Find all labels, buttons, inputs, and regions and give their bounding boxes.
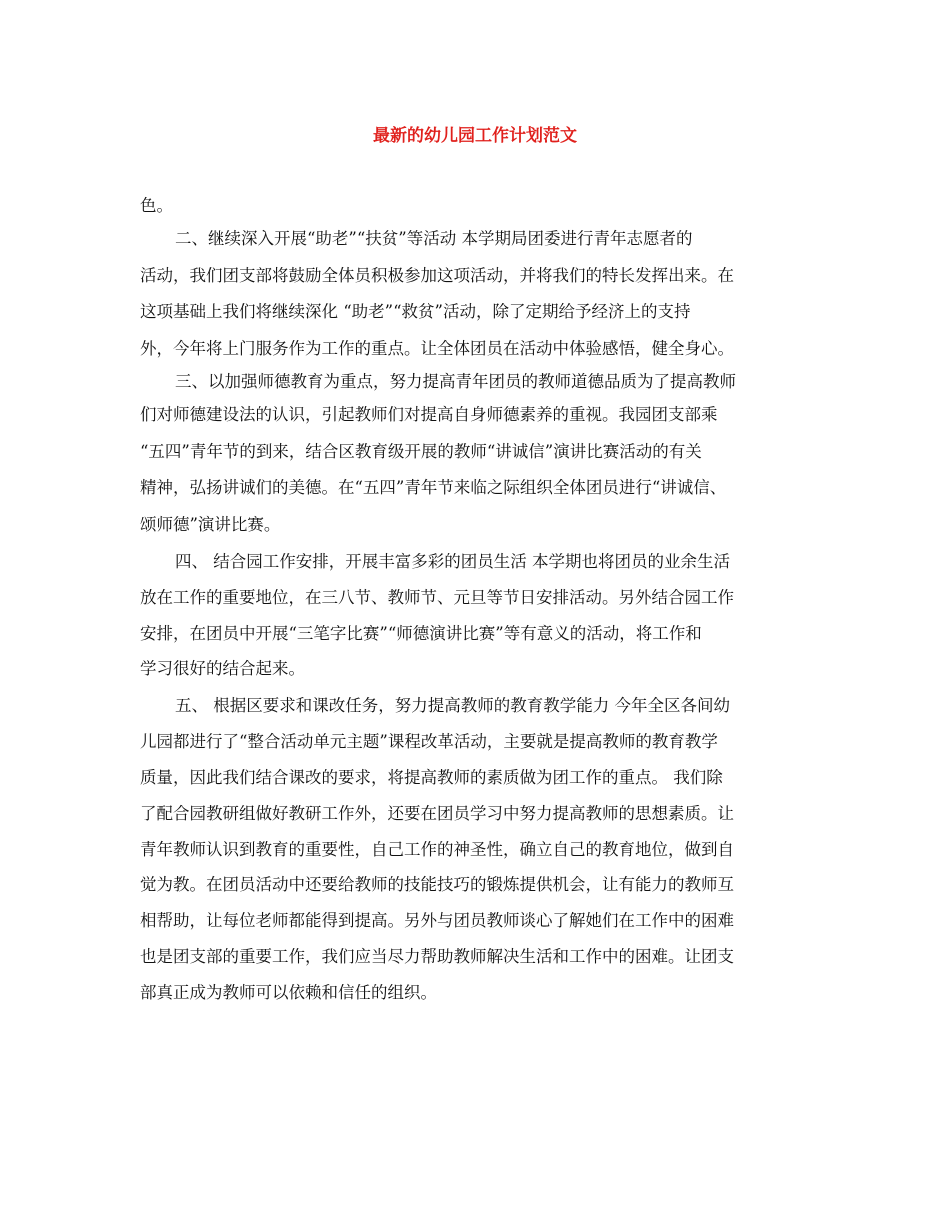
paragraph-line: 青年教师认识到教育的重要性，自己工作的神圣性，确立自己的教育地位，做到自 [140,840,734,859]
paragraph-line: 放在工作的重要地位，在三八节、教师节、元旦等节日安排活动。另外结合园工作 [140,588,734,607]
paragraph-line: 部真正成为教师可以依赖和信任的组织。 [140,983,437,1002]
paragraph-line: 精神，弘扬讲诚们的美德。在“五四”青年节来临之际组织全体团员进行“讲诚信、 [140,478,727,497]
paragraph-line: 颂师德”演讲比赛。 [140,515,281,534]
paragraph-line: 四、 结合园工作安排，开展丰富多彩的团员生活 本学期也将团员的业余生活 [175,552,730,571]
paragraph-line: 安排，在团员中开展“三笔字比赛”“师德演讲比赛”等有意义的活动，将工作和 [140,624,702,643]
paragraph-line: 相帮助，让每位老师都能得到提高。另外与团员教师谈心了解她们在工作中的困难 [140,911,734,930]
paragraph-line: 了配合园教研组做好教研工作外，还要在团员学习中努力提高教师的思想素质。让 [140,804,734,823]
paragraph-line: 二、继续深入开展“助老”“扶贫”等活动 本学期局团委进行青年志愿者的 [175,229,693,248]
paragraph-line: 三、以加强师德教育为重点，努力提高青年团员的教师道德品质为了提高教师 [175,372,736,391]
document-title: 最新的幼儿园工作计划范文 [373,126,577,146]
paragraph-line: 儿园都进行了“整合活动单元主题”课程改革活动，主要就是提高教师的教育教学 [140,732,718,751]
paragraph-line: 觉为教。在团员活动中还要给教师的技能技巧的锻炼提供机会，让有能力的教师互 [140,875,734,894]
paragraph-line: 活动，我们团支部将鼓励全体员积极参加这项活动，并将我们的特长发挥出来。在 [140,266,734,285]
paragraph-line: 外，今年将上门服务作为工作的重点。让全体团员在活动中体验感悟，健全身心。 [140,339,734,358]
paragraph-line: 学习很好的结合起来。 [140,659,305,678]
paragraph-line: 质量，因此我们结合课改的要求，将提高教师的素质做为团工作的重点。 我们除 [140,768,723,787]
paragraph-line: 也是团支部的重要工作，我们应当尽力帮助教师解决生活和工作中的困难。让团支 [140,947,734,966]
paragraph-line: 色。 [140,196,173,215]
paragraph-line: 这项基础上我们将继续深化 “助老”“救贫”活动，除了定期给予经济上的支持 [140,302,691,321]
paragraph-line: 五、 根据区要求和课改任务，努力提高教师的教育教学能力 今年全区各间幼 [175,696,730,715]
paragraph-line: “五四”青年节的到来，结合区教育级开展的教师“讲诚信”演讲比赛活动的有关 [140,442,702,461]
paragraph-line: 们对师德建设法的认识，引起教师们对提高自身师德素养的重视。我园团支部乘 [140,405,718,424]
